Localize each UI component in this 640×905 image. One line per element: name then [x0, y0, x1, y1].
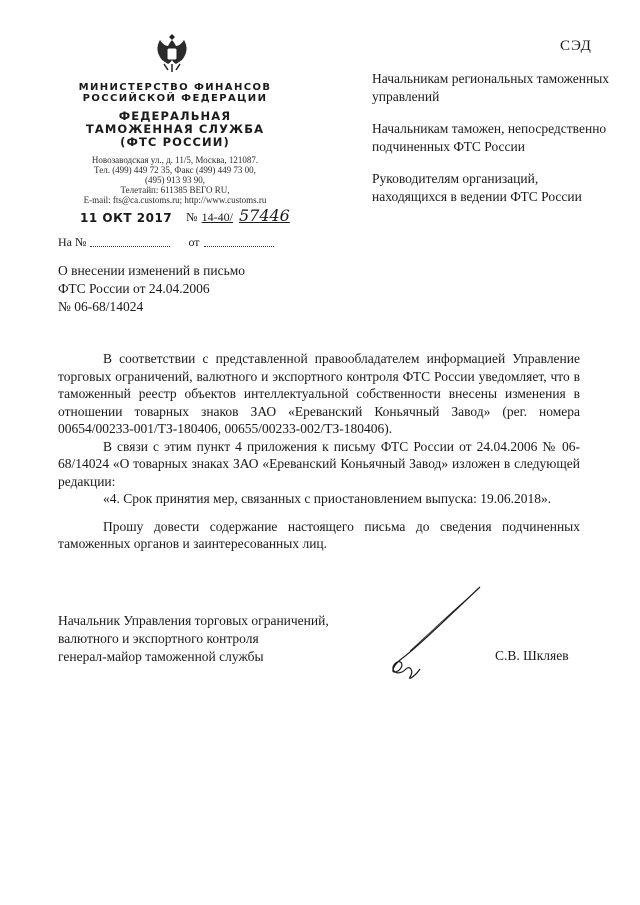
service-name: ФЕДЕРАЛЬНАЯ ТАМОЖЕННАЯ СЛУЖБА (ФТС РОССИИ) — [85, 109, 265, 149]
signer-position: Начальник Управления торговых ограничений, валютного и экспортного контроля генерал-майор таможенной службы — [58, 613, 329, 664]
coat-of-arms-emblem — [152, 30, 192, 74]
addressee-item: Начальникам таможен, непосредственно подчиненных ФТС России — [372, 121, 607, 154]
ref-date-blank — [204, 235, 274, 247]
contact-info: Новозаводская ул., д. 11/5, Москва, 121087. Тел. (499) 449 72 35, Факс (499) 449 73 00, (495) 913 93 90, Телетайп: 611385 ВЕГО RU, E-mail: fts@ca.customs.ru; http://www.customs.ru — [83, 155, 267, 205]
letterhead — [70, 82, 280, 205]
ref-from-label: от — [188, 235, 200, 249]
reference-line — [58, 235, 274, 250]
body-paragraph: «4. Срок принятия мер, связанных с приостановлением выпуска: 19.06.2018». — [103, 491, 552, 506]
letter-subject: О внесении изменений в письмо ФТС России от 24.04.2006 № 06-68/14024 — [58, 263, 246, 314]
addressee-item: Начальникам региональных таможенных управлений — [372, 71, 610, 104]
body-paragraph: В связи с этим пункт 4 приложения к письму ФТС России от 24.04.2006 № 06-68/14024 «О товарных знаках ЗАО «Ереванский Коньячный Завод» изложен в следующей редакции: — [58, 438, 580, 489]
document-mark: СЭД — [560, 38, 592, 54]
letter-body — [58, 350, 580, 553]
addressees — [372, 70, 612, 220]
registration-line — [80, 206, 290, 225]
date-stamp: 11 ОКТ 2017 — [80, 211, 173, 225]
ministry-name: МИНИСТЕРСТВО ФИНАНСОВ РОССИЙСКОЙ ФЕДЕРАЦИИ — [78, 82, 272, 104]
handwritten-signature — [370, 585, 500, 685]
ref-number-blank — [90, 235, 170, 247]
addressee-item: Руководителям организаций, находящихся в ведении ФТС России — [372, 171, 582, 204]
signer-name: С.В. Шкляев — [495, 648, 569, 663]
number-label: № — [186, 210, 198, 224]
number-prefix: 14-40/ — [201, 210, 233, 224]
body-paragraph: В соответствии с представленной правообладателем информацией Управление торговых ограничений, валютного и экспортного контроля ФТС России уведомляет, что в таможенный реестр объектов интеллектуальной собственности внесены изменения в отношении товарных знаков ЗАО «Ереванский Коньячный Завод» (рег. номера 00654/00233-001/ТЗ-180406, 00655/00233-002/ТЗ-180406). — [58, 351, 580, 436]
body-paragraph: Прошу довести содержание настоящего письма до сведения подчиненных таможенных органов и заинтересованных лиц. — [58, 518, 580, 551]
ref-label: На № — [58, 235, 87, 249]
handwritten-number: 57446 — [238, 206, 290, 225]
